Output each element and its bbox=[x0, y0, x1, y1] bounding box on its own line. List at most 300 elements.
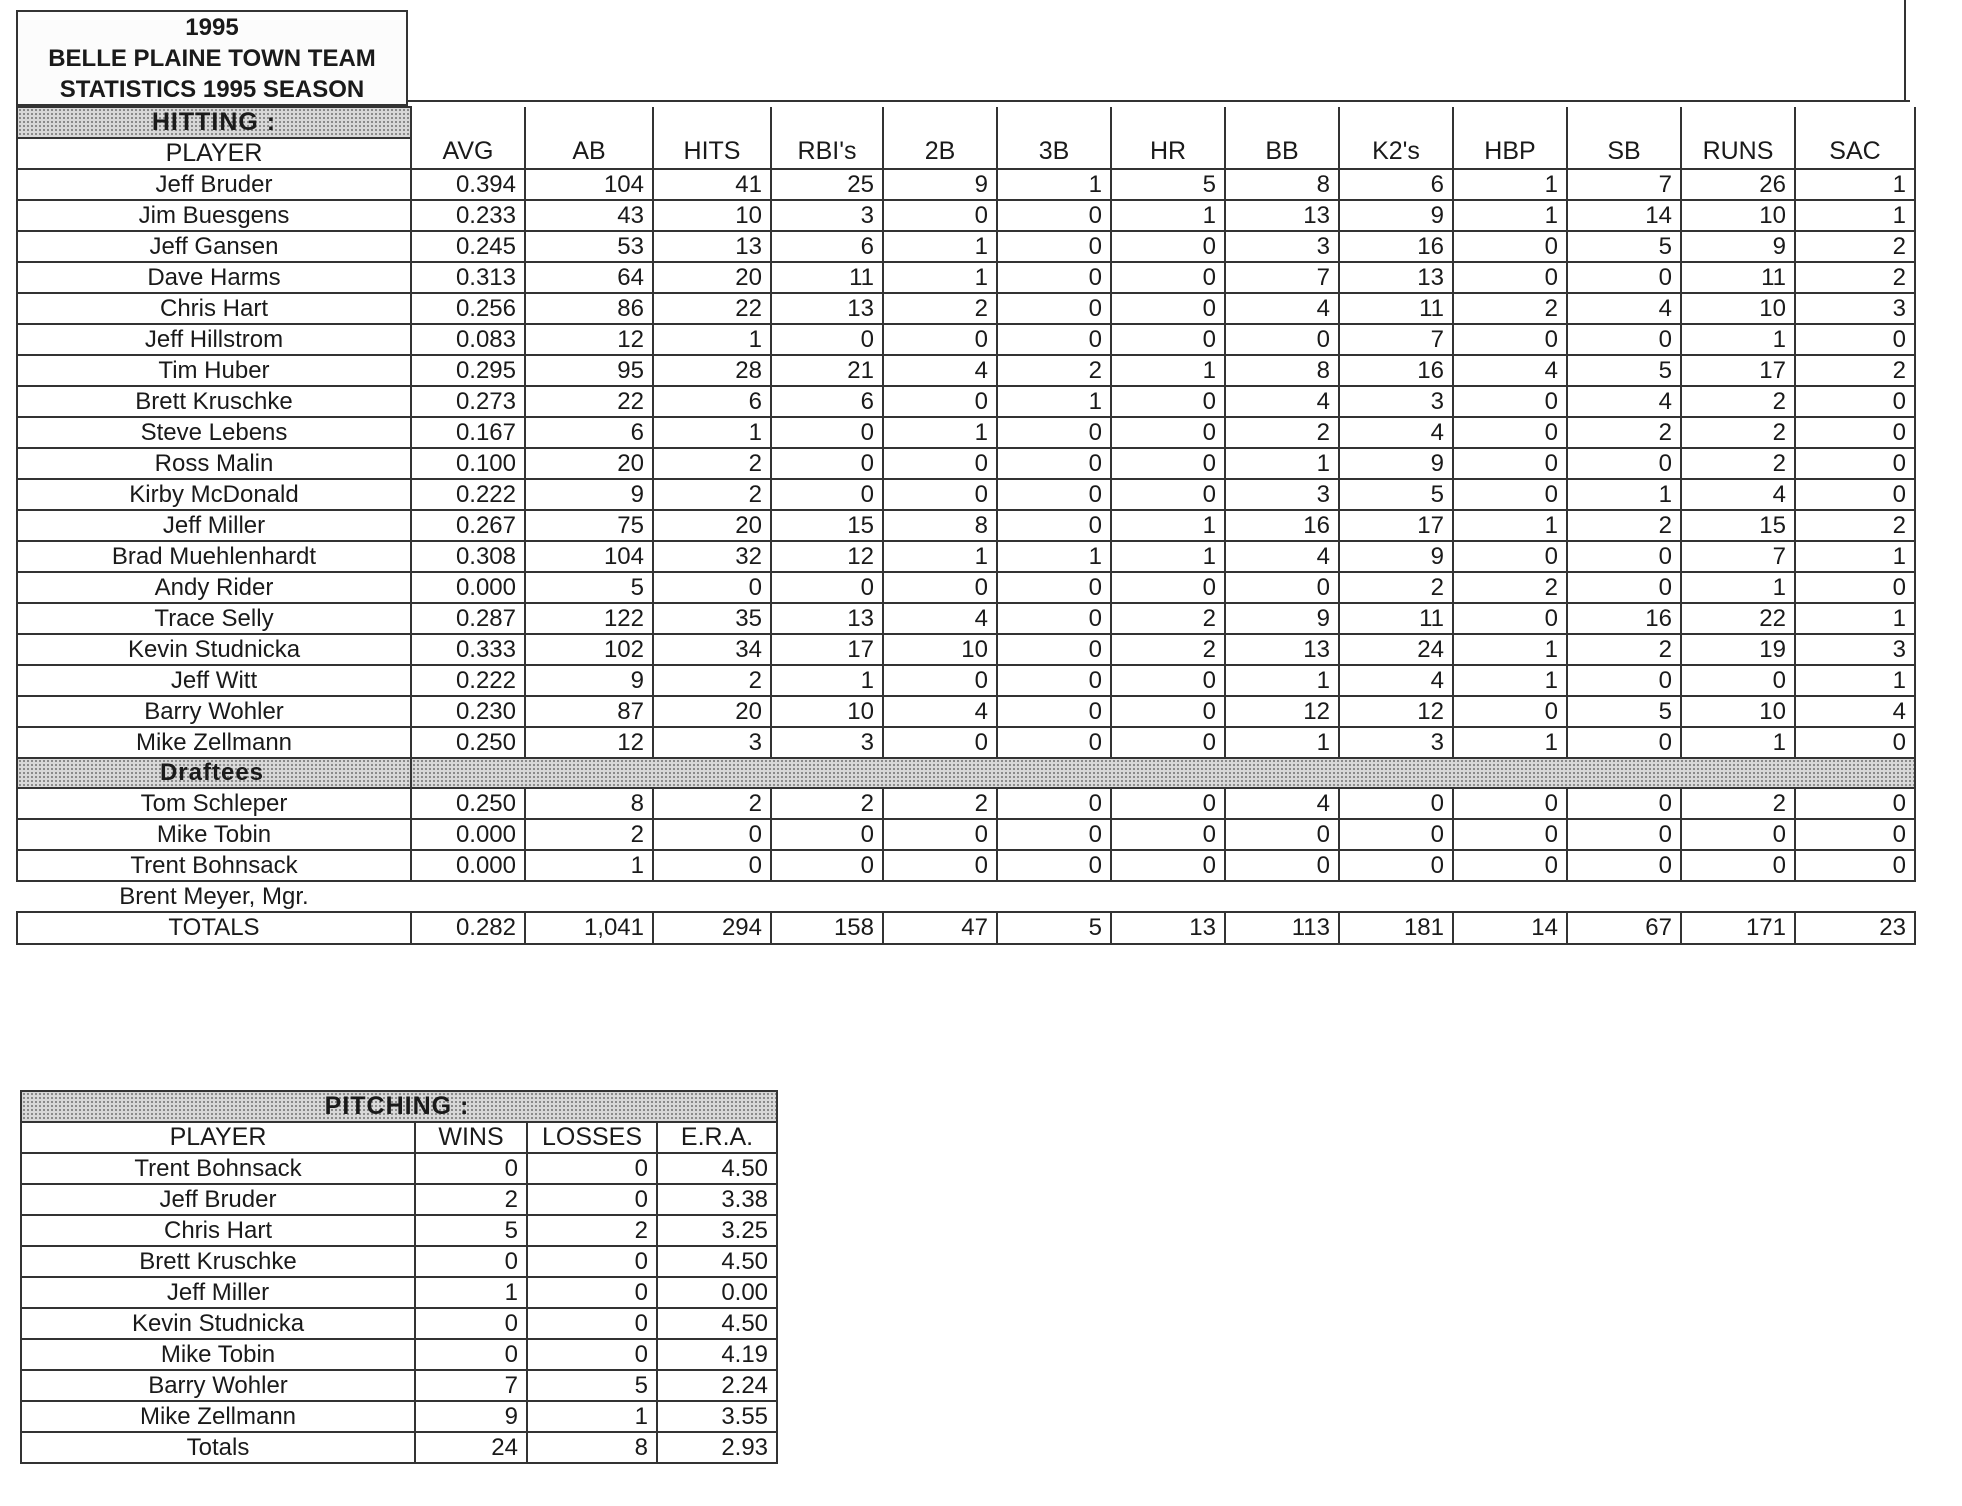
stat-cell: 7 bbox=[1567, 169, 1681, 200]
stat-cell: 5 bbox=[1111, 169, 1225, 200]
stat-cell: 0 bbox=[1567, 448, 1681, 479]
stat-cell: 2 bbox=[997, 355, 1111, 386]
stat-cell: 16 bbox=[1339, 231, 1453, 262]
stat-cell: 1 bbox=[997, 386, 1111, 417]
stat-cell: 0 bbox=[527, 1184, 657, 1215]
stat-cell: 2 bbox=[1681, 448, 1795, 479]
stat-cell: 0 bbox=[1567, 541, 1681, 572]
stat-cell: 2 bbox=[1795, 510, 1915, 541]
stat-cell: 2 bbox=[1681, 386, 1795, 417]
draftee-row bbox=[17, 819, 1915, 850]
stat-cell: 11 bbox=[1339, 603, 1453, 634]
stat-cell: 0 bbox=[1225, 572, 1339, 603]
column-header: E.R.A. bbox=[657, 1122, 777, 1153]
table-row bbox=[21, 1401, 777, 1432]
stat-cell: 20 bbox=[653, 696, 771, 727]
total-cell: 171 bbox=[1681, 912, 1795, 944]
stat-cell: 1 bbox=[1681, 572, 1795, 603]
stat-cell: 2.24 bbox=[657, 1370, 777, 1401]
stat-cell: 0.313 bbox=[411, 262, 525, 293]
stat-cell: 0 bbox=[997, 572, 1111, 603]
stat-cell: 4.50 bbox=[657, 1153, 777, 1184]
player-name: Mike Zellmann bbox=[17, 727, 411, 758]
stat-cell: 4 bbox=[1225, 293, 1339, 324]
stat-cell: 1 bbox=[997, 541, 1111, 572]
stat-cell: 11 bbox=[1339, 293, 1453, 324]
stat-cell: 22 bbox=[525, 386, 653, 417]
stat-cell: 2 bbox=[1567, 510, 1681, 541]
stat-cell: 0 bbox=[1567, 324, 1681, 355]
stat-cell: 0.233 bbox=[411, 200, 525, 231]
stat-cell: 122 bbox=[525, 603, 653, 634]
stat-cell: 2 bbox=[1339, 572, 1453, 603]
stat-cell: 17 bbox=[771, 634, 883, 665]
column-header: HITS bbox=[653, 107, 771, 169]
paper-edge-line bbox=[1904, 0, 1906, 100]
column-header: BB bbox=[1225, 107, 1339, 169]
stat-cell: 1 bbox=[883, 231, 997, 262]
stat-cell: 1 bbox=[1111, 355, 1225, 386]
player-name: Mike Tobin bbox=[17, 819, 411, 850]
stat-cell: 0 bbox=[1111, 727, 1225, 758]
stat-cell: 10 bbox=[1681, 293, 1795, 324]
stat-cell: 13 bbox=[1225, 200, 1339, 231]
stat-cell: 0 bbox=[1111, 819, 1225, 850]
stat-cell: 1 bbox=[883, 262, 997, 293]
stat-cell: 3 bbox=[1225, 231, 1339, 262]
stat-cell: 104 bbox=[525, 169, 653, 200]
player-name: Tim Huber bbox=[17, 355, 411, 386]
stat-cell: 0 bbox=[997, 788, 1111, 819]
stat-cell: 0 bbox=[1795, 417, 1915, 448]
stat-cell: 17 bbox=[1339, 510, 1453, 541]
stat-cell: 0 bbox=[771, 324, 883, 355]
stat-cell: 0 bbox=[997, 510, 1111, 541]
table-row bbox=[17, 324, 1915, 355]
stat-cell: 1 bbox=[1567, 479, 1681, 510]
stat-cell: 12 bbox=[525, 324, 653, 355]
stat-cell: 1 bbox=[1681, 324, 1795, 355]
stat-cell: 21 bbox=[771, 355, 883, 386]
stat-cell: 26 bbox=[1681, 169, 1795, 200]
stat-cell: 0 bbox=[1111, 788, 1225, 819]
table-row bbox=[17, 293, 1915, 324]
stat-cell: 0 bbox=[1795, 324, 1915, 355]
totals-label: TOTALS bbox=[17, 912, 411, 944]
player-name: Ross Malin bbox=[17, 448, 411, 479]
stat-cell: 24 bbox=[1339, 634, 1453, 665]
total-cell: 8 bbox=[527, 1432, 657, 1463]
stat-cell: 4 bbox=[883, 696, 997, 727]
stat-cell: 0 bbox=[1453, 850, 1567, 881]
stat-cell: 0 bbox=[1339, 850, 1453, 881]
stat-cell: 0 bbox=[997, 479, 1111, 510]
table-row bbox=[17, 727, 1915, 758]
stat-cell: 0.083 bbox=[411, 324, 525, 355]
stat-cell: 3 bbox=[1339, 727, 1453, 758]
stat-cell: 0 bbox=[1795, 788, 1915, 819]
stat-cell: 16 bbox=[1225, 510, 1339, 541]
stat-cell: 2 bbox=[1567, 634, 1681, 665]
draftees-band bbox=[411, 758, 1915, 788]
stat-cell: 11 bbox=[771, 262, 883, 293]
stat-cell: 0 bbox=[1225, 850, 1339, 881]
stat-cell: 0 bbox=[771, 572, 883, 603]
stat-cell: 0 bbox=[997, 200, 1111, 231]
stat-cell: 1 bbox=[1111, 200, 1225, 231]
stat-cell: 7 bbox=[1681, 541, 1795, 572]
stat-cell: 4 bbox=[1225, 788, 1339, 819]
stat-cell: 0 bbox=[1111, 448, 1225, 479]
total-cell: 2.93 bbox=[657, 1432, 777, 1463]
stat-cell: 75 bbox=[525, 510, 653, 541]
total-cell: 158 bbox=[771, 912, 883, 944]
stat-cell: 0 bbox=[883, 665, 997, 696]
stat-cell: 0.273 bbox=[411, 386, 525, 417]
table-row bbox=[17, 572, 1915, 603]
stat-cell: 1 bbox=[1225, 665, 1339, 696]
total-cell: 1,041 bbox=[525, 912, 653, 944]
stat-cell: 0 bbox=[997, 850, 1111, 881]
stat-cell: 0 bbox=[883, 386, 997, 417]
stat-cell: 34 bbox=[653, 634, 771, 665]
stat-cell: 0 bbox=[653, 819, 771, 850]
stat-cell: 0 bbox=[1681, 850, 1795, 881]
draftee-row bbox=[17, 788, 1915, 819]
table-row bbox=[21, 1246, 777, 1277]
stat-cell: 1 bbox=[1111, 510, 1225, 541]
pitching-totals-row bbox=[21, 1432, 777, 1463]
stat-cell: 0 bbox=[1681, 819, 1795, 850]
player-name: Andy Rider bbox=[17, 572, 411, 603]
stat-cell: 0 bbox=[1453, 819, 1567, 850]
column-header: 3B bbox=[997, 107, 1111, 169]
column-header: AB bbox=[525, 107, 653, 169]
table-row bbox=[21, 1277, 777, 1308]
stat-cell: 1 bbox=[1453, 169, 1567, 200]
stat-cell: 0.333 bbox=[411, 634, 525, 665]
hitting-section-label: HITTING : bbox=[17, 107, 411, 138]
stat-cell: 0 bbox=[771, 417, 883, 448]
player-name: Jeff Bruder bbox=[17, 169, 411, 200]
column-header: K2's bbox=[1339, 107, 1453, 169]
stat-cell: 7 bbox=[415, 1370, 527, 1401]
stat-cell: 1 bbox=[1111, 541, 1225, 572]
stat-cell: 9 bbox=[525, 665, 653, 696]
column-header: SAC bbox=[1795, 107, 1915, 169]
stat-cell: 16 bbox=[1339, 355, 1453, 386]
stat-cell: 2 bbox=[653, 479, 771, 510]
stat-cell: 0 bbox=[997, 727, 1111, 758]
player-name: Jeff Miller bbox=[17, 510, 411, 541]
stat-cell: 11 bbox=[1681, 262, 1795, 293]
stat-cell: 3 bbox=[1795, 634, 1915, 665]
stat-cell: 10 bbox=[883, 634, 997, 665]
table-row bbox=[17, 448, 1915, 479]
stat-cell: 0 bbox=[527, 1308, 657, 1339]
pitching-header-row bbox=[21, 1122, 777, 1153]
stat-cell: 0.000 bbox=[411, 850, 525, 881]
table-row bbox=[17, 417, 1915, 448]
stat-cell: 0 bbox=[771, 479, 883, 510]
stat-cell: 5 bbox=[415, 1215, 527, 1246]
stat-cell: 0 bbox=[1567, 819, 1681, 850]
stat-cell: 0.295 bbox=[411, 355, 525, 386]
stat-cell: 0 bbox=[771, 819, 883, 850]
stat-cell: 0 bbox=[1339, 819, 1453, 850]
stat-cell: 2 bbox=[1567, 417, 1681, 448]
stat-cell: 1 bbox=[1453, 634, 1567, 665]
stat-cell: 6 bbox=[1339, 169, 1453, 200]
draftees-section-row bbox=[17, 758, 1915, 788]
stat-cell: 2 bbox=[527, 1215, 657, 1246]
stat-cell: 4 bbox=[1453, 355, 1567, 386]
stat-cell: 1 bbox=[415, 1277, 527, 1308]
stat-cell: 4 bbox=[1681, 479, 1795, 510]
stat-cell: 0 bbox=[527, 1339, 657, 1370]
header-rule bbox=[408, 100, 1910, 102]
stat-cell: 1 bbox=[1225, 727, 1339, 758]
player-name: Trent Bohnsack bbox=[17, 850, 411, 881]
stat-cell: 2 bbox=[1453, 293, 1567, 324]
player-name: Trent Bohnsack bbox=[21, 1153, 415, 1184]
stat-cell: 28 bbox=[653, 355, 771, 386]
stat-cell: 6 bbox=[525, 417, 653, 448]
stat-cell: 0 bbox=[415, 1339, 527, 1370]
stat-cell: 9 bbox=[1339, 200, 1453, 231]
stat-cell: 1 bbox=[997, 169, 1111, 200]
player-name: Brett Kruschke bbox=[21, 1246, 415, 1277]
stat-cell: 4 bbox=[1225, 541, 1339, 572]
stat-cell: 0 bbox=[1453, 324, 1567, 355]
stat-cell: 0.167 bbox=[411, 417, 525, 448]
stat-cell: 0 bbox=[1111, 324, 1225, 355]
title-year: 1995 bbox=[185, 14, 239, 41]
table-row bbox=[17, 541, 1915, 572]
player-name: Kevin Studnicka bbox=[21, 1308, 415, 1339]
stat-cell: 1 bbox=[1795, 169, 1915, 200]
stat-cell: 87 bbox=[525, 696, 653, 727]
stat-cell: 0 bbox=[997, 696, 1111, 727]
stat-cell: 8 bbox=[883, 510, 997, 541]
stat-cell: 3 bbox=[1795, 293, 1915, 324]
stat-cell: 4.50 bbox=[657, 1308, 777, 1339]
stat-cell: 0 bbox=[997, 665, 1111, 696]
column-header: 2B bbox=[883, 107, 997, 169]
stat-cell: 4 bbox=[1339, 417, 1453, 448]
stat-cell: 0 bbox=[1111, 417, 1225, 448]
stat-cell: 7 bbox=[1339, 324, 1453, 355]
player-name: Mike Tobin bbox=[21, 1339, 415, 1370]
stat-cell: 2 bbox=[1795, 262, 1915, 293]
total-cell: 24 bbox=[415, 1432, 527, 1463]
stat-cell: 0 bbox=[883, 448, 997, 479]
table-row bbox=[17, 696, 1915, 727]
stat-cell: 0 bbox=[1567, 727, 1681, 758]
column-header: RUNS bbox=[1681, 107, 1795, 169]
stat-cell: 0.00 bbox=[657, 1277, 777, 1308]
stat-cell: 0 bbox=[1681, 665, 1795, 696]
stat-cell: 0 bbox=[1567, 665, 1681, 696]
stat-cell: 0 bbox=[1453, 262, 1567, 293]
table-row bbox=[17, 231, 1915, 262]
stat-cell: 16 bbox=[1567, 603, 1681, 634]
player-name: Trace Selly bbox=[17, 603, 411, 634]
stat-cell: 13 bbox=[771, 603, 883, 634]
stat-cell: 2 bbox=[883, 788, 997, 819]
stat-cell: 20 bbox=[525, 448, 653, 479]
player-name: Jeff Miller bbox=[21, 1277, 415, 1308]
stat-cell: 1 bbox=[1795, 603, 1915, 634]
stat-cell: 4 bbox=[1225, 386, 1339, 417]
stat-cell: 13 bbox=[653, 231, 771, 262]
stat-cell: 12 bbox=[1225, 696, 1339, 727]
stat-cell: 0.245 bbox=[411, 231, 525, 262]
stat-cell: 0 bbox=[1111, 262, 1225, 293]
stat-cell: 1 bbox=[1225, 448, 1339, 479]
stat-cell: 3 bbox=[653, 727, 771, 758]
stat-cell: 0 bbox=[1111, 696, 1225, 727]
player-name: Kirby McDonald bbox=[17, 479, 411, 510]
manager-blank bbox=[411, 881, 1915, 912]
column-header-player: PLAYER bbox=[21, 1122, 415, 1153]
stat-cell: 0 bbox=[527, 1277, 657, 1308]
stat-cell: 0 bbox=[1795, 479, 1915, 510]
stat-cell: 0.287 bbox=[411, 603, 525, 634]
stat-cell: 5 bbox=[1567, 355, 1681, 386]
table-row bbox=[21, 1308, 777, 1339]
stat-cell: 1 bbox=[527, 1401, 657, 1432]
stat-cell: 0 bbox=[1111, 479, 1225, 510]
stat-cell: 0 bbox=[883, 479, 997, 510]
stat-cell: 0 bbox=[1567, 572, 1681, 603]
stat-cell: 0.256 bbox=[411, 293, 525, 324]
table-row bbox=[17, 479, 1915, 510]
stat-cell: 0 bbox=[883, 324, 997, 355]
stat-cell: 0 bbox=[1339, 788, 1453, 819]
stat-cell: 0.000 bbox=[411, 572, 525, 603]
stat-cell: 102 bbox=[525, 634, 653, 665]
stat-cell: 4 bbox=[1339, 665, 1453, 696]
stat-cell: 1 bbox=[1795, 541, 1915, 572]
hitting-table bbox=[16, 106, 1916, 945]
player-name: Kevin Studnicka bbox=[17, 634, 411, 665]
stat-cell: 0.100 bbox=[411, 448, 525, 479]
stat-cell: 0 bbox=[653, 850, 771, 881]
stat-cell: 0.222 bbox=[411, 479, 525, 510]
stat-cell: 0 bbox=[1795, 850, 1915, 881]
title-subtitle: STATISTICS 1995 SEASON bbox=[59, 76, 365, 103]
stat-cell: 0 bbox=[997, 634, 1111, 665]
stat-cell: 15 bbox=[771, 510, 883, 541]
pitching-section-label: PITCHING : bbox=[21, 1091, 777, 1122]
total-cell: 294 bbox=[653, 912, 771, 944]
total-cell: 23 bbox=[1795, 912, 1915, 944]
column-header: SB bbox=[1567, 107, 1681, 169]
stat-cell: 20 bbox=[653, 510, 771, 541]
totals-row bbox=[17, 912, 1915, 944]
pitching-table bbox=[20, 1090, 778, 1464]
stat-cell: 2 bbox=[653, 665, 771, 696]
draftees-label: Draftees bbox=[17, 758, 411, 788]
stat-cell: 2 bbox=[1795, 231, 1915, 262]
stat-cell: 0 bbox=[1453, 696, 1567, 727]
stat-cell: 0 bbox=[1453, 788, 1567, 819]
player-name: Jeff Bruder bbox=[21, 1184, 415, 1215]
stat-cell: 2 bbox=[1795, 355, 1915, 386]
column-header-player: PLAYER bbox=[17, 138, 411, 169]
table-row bbox=[17, 510, 1915, 541]
stat-cell: 1 bbox=[1453, 665, 1567, 696]
stat-cell: 0 bbox=[1567, 850, 1681, 881]
stat-cell: 0 bbox=[1795, 727, 1915, 758]
player-name: Barry Wohler bbox=[21, 1370, 415, 1401]
title-box bbox=[16, 10, 408, 106]
stat-cell: 6 bbox=[771, 386, 883, 417]
column-header: WINS bbox=[415, 1122, 527, 1153]
table-row bbox=[17, 665, 1915, 696]
total-cell: 47 bbox=[883, 912, 997, 944]
stat-cell: 0 bbox=[883, 850, 997, 881]
stat-cell: 1 bbox=[1453, 510, 1567, 541]
stat-cell: 104 bbox=[525, 541, 653, 572]
stat-cell: 0.222 bbox=[411, 665, 525, 696]
stat-cell: 0 bbox=[1795, 819, 1915, 850]
stat-cell: 0 bbox=[883, 572, 997, 603]
column-header: HBP bbox=[1453, 107, 1567, 169]
total-cell: 0.282 bbox=[411, 912, 525, 944]
stat-cell: 0 bbox=[1111, 665, 1225, 696]
stat-cell: 0 bbox=[1795, 386, 1915, 417]
stat-cell: 10 bbox=[653, 200, 771, 231]
table-row bbox=[21, 1339, 777, 1370]
stat-cell: 4 bbox=[1567, 293, 1681, 324]
stat-cell: 1 bbox=[883, 417, 997, 448]
pitching-section-row bbox=[21, 1091, 777, 1122]
stat-cell: 5 bbox=[525, 572, 653, 603]
stat-cell: 1 bbox=[771, 665, 883, 696]
player-name: Brad Muehlenhardt bbox=[17, 541, 411, 572]
stat-cell: 41 bbox=[653, 169, 771, 200]
stat-cell: 9 bbox=[883, 169, 997, 200]
stat-cell: 2 bbox=[1453, 572, 1567, 603]
stat-cell: 3 bbox=[1225, 479, 1339, 510]
stat-cell: 32 bbox=[653, 541, 771, 572]
stat-cell: 4 bbox=[883, 355, 997, 386]
stat-cell: 2 bbox=[525, 819, 653, 850]
stat-cell: 0 bbox=[1567, 788, 1681, 819]
stat-cell: 6 bbox=[653, 386, 771, 417]
stat-cell: 1 bbox=[1795, 200, 1915, 231]
column-header: RBI's bbox=[771, 107, 883, 169]
stat-cell: 0 bbox=[883, 200, 997, 231]
stat-cell: 2 bbox=[883, 293, 997, 324]
manager-name: Brent Meyer, Mgr. bbox=[17, 881, 411, 912]
table-row bbox=[17, 262, 1915, 293]
column-header: AVG bbox=[411, 107, 525, 169]
stat-cell: 95 bbox=[525, 355, 653, 386]
stat-cell: 86 bbox=[525, 293, 653, 324]
player-name: Jeff Witt bbox=[17, 665, 411, 696]
stat-cell: 0 bbox=[1111, 572, 1225, 603]
stat-cell: 2 bbox=[415, 1184, 527, 1215]
manager-row bbox=[17, 881, 1915, 912]
stat-cell: 35 bbox=[653, 603, 771, 634]
stat-cell: 0.000 bbox=[411, 819, 525, 850]
stat-cell: 0 bbox=[1795, 572, 1915, 603]
stat-cell: 3.25 bbox=[657, 1215, 777, 1246]
stat-cell: 9 bbox=[1339, 448, 1453, 479]
